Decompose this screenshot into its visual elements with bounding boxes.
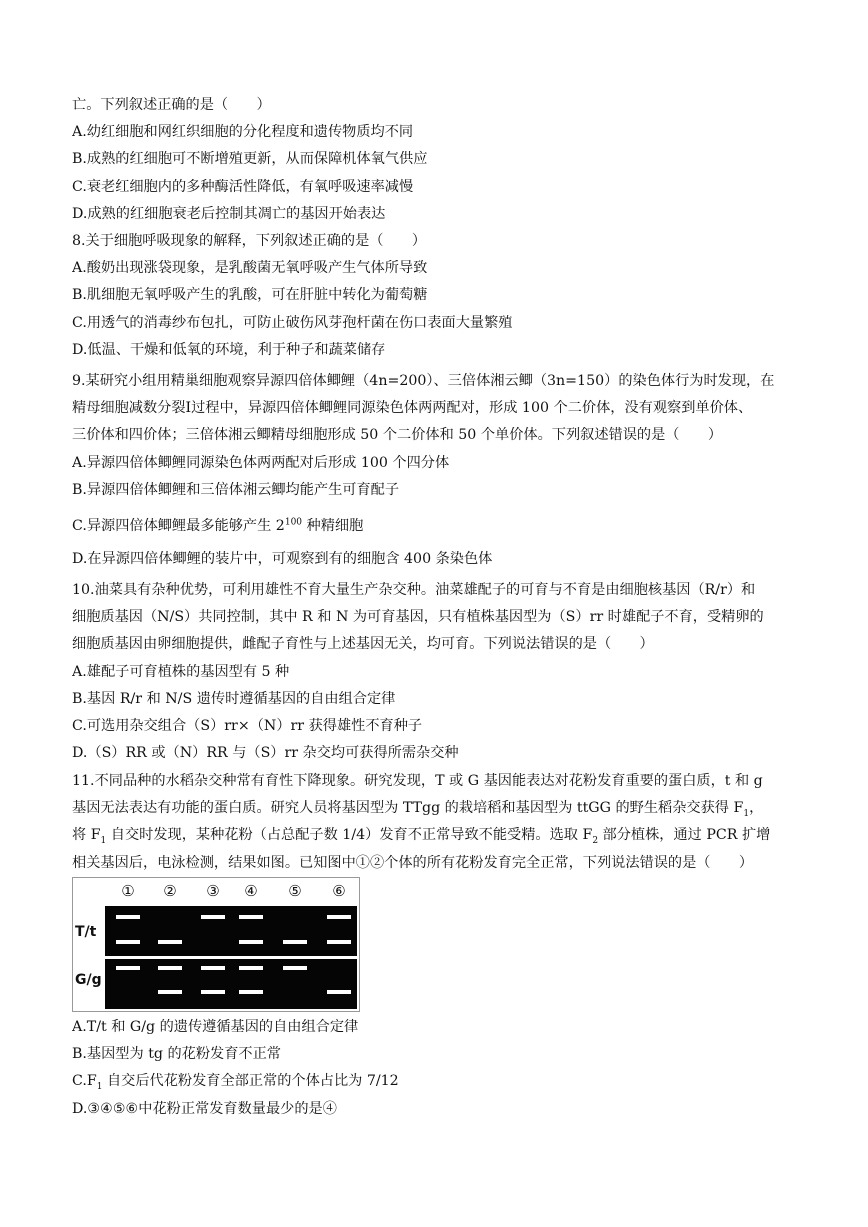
question-7-option-b: B.成熟的红细胞可不断增殖更新，从而保障机体氧气供应	[72, 151, 428, 168]
question-11-line-2-end: ，	[749, 800, 764, 817]
question-8-option-b: B.肌细胞无氧呼吸产生的乳酸，可在肝脏中转化为葡萄糖	[72, 287, 428, 304]
question-11-stem-line-1: 11.不同品种的水稻杂交种常有育性下降现象。研究发现，T 或 G 基因能表达对花粉发育重要的蛋白质，t 和 g	[72, 773, 763, 789]
question-9-stem-line-2: 精母细胞减数分裂Ⅰ过程中，异源四倍体鲫鲤同源染色体两两配对，形成 100 个二价体，没有观察到单价体、	[72, 400, 753, 417]
question-11-options	[72, 1014, 802, 1123]
gel-band-g-allele	[158, 966, 182, 970]
question-8	[72, 228, 802, 364]
question-9-option-c-exponent: 100	[284, 517, 303, 528]
question-11-option-c-subscript: 1	[96, 1082, 103, 1093]
gel-band-g-allele	[283, 966, 307, 970]
question-10-option-d: D.（S）RR 或（N）RR 与（S）rr 杂交均可获得所需杂交种	[72, 745, 459, 762]
question-11-option-c-text: C.F	[72, 1073, 97, 1090]
question-9-option-b: B.异源四倍体鲫鲤和三倍体湘云鲫均能产生可育配子	[72, 481, 400, 498]
gel-band-g-lower-allele	[201, 990, 225, 994]
question-9-option-c	[72, 513, 802, 540]
question-7	[72, 92, 802, 228]
gel-band-t-allele	[201, 915, 225, 919]
question-11-line-3-subscript: 1	[100, 836, 107, 847]
question-7-option-a: A.幼红细胞和网红织细胞的分化程度和遗传物质均不同	[72, 124, 414, 141]
gel-band-t-lower-allele	[283, 940, 307, 944]
question-9-option-d: D.在异源四倍体鲫鲤的装片中，可观察到有的细胞含 400 条染色体	[72, 551, 493, 568]
gel-band-g-allele	[116, 966, 140, 970]
question-10-stem-line-3: 细胞质基因由卵细胞提供，雌配子育性与上述基因无关，均可育。下列说法错误的是（ ）	[72, 636, 654, 653]
gel-row-label-gg: G/g	[75, 972, 102, 988]
gel-band-t-allele	[116, 915, 140, 919]
gel-band-t-lower-allele	[158, 940, 182, 944]
question-11-option-b: B.基因型为 tg 的花粉发育不正常	[72, 1046, 281, 1063]
question-11-option-c	[72, 1068, 802, 1095]
question-10-stem-line-2: 细胞质基因（N/S）共同控制，其中 R 和 N 为可育基因，只有植株基因型为（S）rr 时雄配子不育，受精卵的	[72, 609, 764, 626]
question-10-stem-line-1: 10.油菜具有杂种优势，可利用雄性不育大量生产杂交种。油菜雄配子的可育与不育是由细胞核基因（R/r）和	[72, 582, 756, 598]
question-11-option-a: A.T/t 和 G/g 的遗传遵循基因的自由组合定律	[72, 1019, 359, 1035]
question-7-option-c: C.衰老红细胞内的多种酶活性降低，有氧呼吸速率减慢	[72, 178, 414, 195]
gel-band-g-allele	[201, 966, 225, 970]
question-8-option-c: C.用透气的消毒纱布包扎，可防止破伤风芽孢杆菌在伤口表面大量繁殖	[72, 314, 513, 331]
electrophoresis-gel-figure	[72, 877, 360, 1012]
question-11-line-3-subscript-2: 2	[592, 836, 599, 847]
gel-lane-number: ③	[206, 882, 220, 900]
gel-band-t-lower-allele	[116, 940, 140, 944]
question-9-option-c-text: C.异源四倍体鲫鲤最多能够产生 2	[72, 517, 285, 534]
question-8-stem: 8.关于细胞呼吸现象的解释，下列叙述正确的是（ ）	[72, 233, 427, 249]
gel-band-g-lower-allele	[158, 990, 182, 994]
question-11-stem-line-3	[72, 822, 802, 849]
gel-band-t-allele	[327, 915, 351, 919]
gel-panel-tt	[105, 906, 357, 956]
gel-band-t-lower-allele	[239, 940, 263, 944]
question-11-stem-line-4: 相关基因后，电泳检测，结果如图。已知图中①②个体的所有花粉发育完全正常，下列说法错误的是（ ）	[72, 854, 754, 871]
question-9-stem-line-1: 9.某研究小组用精巢细胞观察异源四倍体鲫鲤（4n=200）、三倍体湘云鲫（3n=150）的染色体行为时发现，在	[72, 373, 775, 389]
question-8-option-a: A.酸奶出现涨袋现象，是乳酸菌无氧呼吸产生气体所导致	[72, 260, 428, 277]
gel-band-t-lower-allele	[327, 940, 351, 944]
question-8-option-d: D.低温、干燥和低氧的环境，利于种子和蔬菜储存	[72, 341, 386, 358]
gel-band-t-allele	[239, 915, 263, 919]
question-9-option-a: A.异源四倍体鲫鲤同源染色体两两配对后形成 100 个四分体	[72, 454, 450, 471]
question-10-option-c: C.可选用杂交组合（S）rr×（N）rr 获得雄性不育种子	[72, 717, 423, 734]
gel-row-label-tt: T/t	[75, 924, 97, 940]
question-11-line-3-end: 部分植株，通过 PCR 扩增	[598, 827, 771, 844]
gel-lane-number: ①	[121, 882, 135, 900]
question-7-option-d: D.成熟的红细胞衰老后控制其凋亡的基因开始表达	[72, 205, 386, 222]
gel-lane-number: ④	[244, 882, 258, 900]
gel-band-g-lower-allele	[239, 990, 263, 994]
question-11-line-3-middle: 自交时发现，某种花粉（占总配子数 1/4）发育不正常导致不能受精。选取 F	[106, 827, 593, 844]
question-11-option-c-end: 自交后代花粉发育全部正常的个体占比为 7/12	[102, 1073, 399, 1090]
gel-panel-gg	[105, 959, 357, 1009]
question-11-stem-line-2	[72, 795, 802, 822]
question-11-line-2-subscript: 1	[743, 809, 750, 820]
gel-band-g-allele	[239, 966, 263, 970]
question-10-option-a: A.雄配子可育植株的基因型有 5 种	[72, 663, 290, 680]
question-11-line-3-text: 将 F	[72, 827, 101, 844]
question-11	[72, 768, 802, 877]
gel-lane-number: ⑥	[332, 882, 346, 900]
question-9-option-c-text-end: 种精细胞	[302, 517, 364, 534]
question-9-stem-line-3: 三价体和四价体；三倍体湘云鲫精母细胞形成 50 个二价体和 50 个单价体。下列叙述错误的是（ ）	[72, 427, 723, 444]
question-10-option-b: B.基因 R/r 和 N/S 遗传时遵循基因的自由组合定律	[72, 690, 396, 707]
question-10	[72, 577, 802, 767]
gel-lane-number: ⑤	[288, 882, 302, 900]
question-7-stem: 亡。下列叙述正确的是（ ）	[72, 97, 271, 113]
question-9	[72, 368, 802, 573]
question-11-line-2-text: 基因无法表达有功能的蛋白质。研究人员将基因型为 TTgg 的栽培稻和基因型为 ttGG 的野生稻杂交获得 F	[72, 800, 744, 817]
gel-lane-number: ②	[163, 882, 177, 900]
gel-band-g-lower-allele	[327, 990, 351, 994]
question-11-option-d: D.③④⑤⑥中花粉正常发育数量最少的是④	[72, 1100, 337, 1117]
